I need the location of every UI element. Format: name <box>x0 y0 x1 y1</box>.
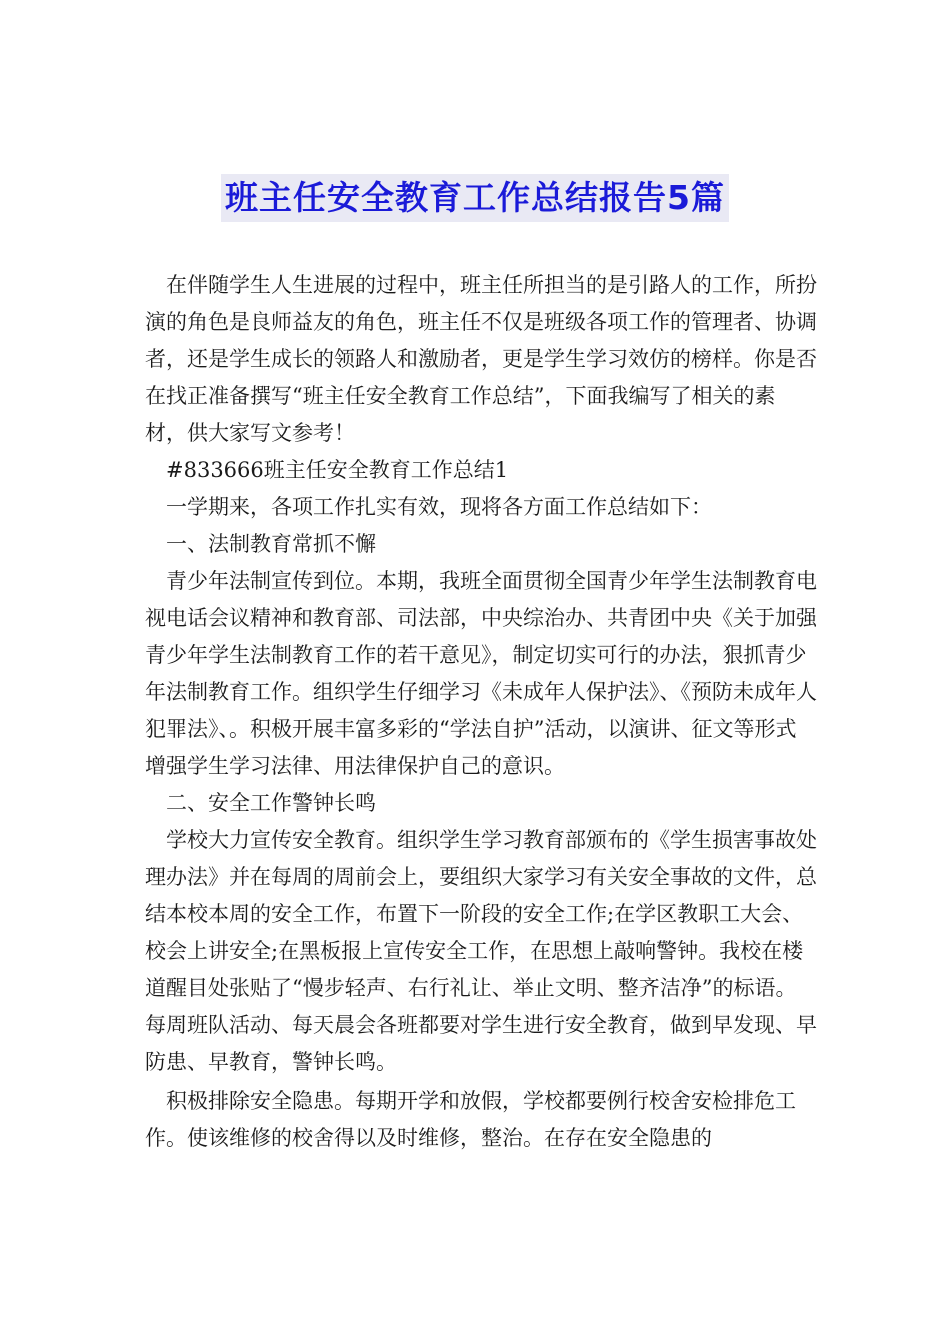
intro-paragraph: 在伴随学生人生进展的过程中，班主任所担当的是引路人的工作，所扮演的角色是良师益友的角色，班主任不仅是班级各项工作的管理者、协调者，还是学生成长的领路人和激励者，更是学生学习效仿的榜样。你是否在找正准备撰写“班主任安全教育工作总结”，下面我编写了相关的素材，供大家写文参考！ <box>145 273 817 445</box>
paragraph-hazard-removal: 积极排除安全隐患。每期开学和放假，学校都要例行校舍安检排危工作。使该维修的校舍得以及时维修，整治。在存在安全隐患的 <box>145 1089 796 1150</box>
subheading-safety-work: 二、安全工作警钟长鸣 <box>166 791 376 815</box>
paragraph-legal-education: 青少年法制宣传到位。本期，我班全面贯彻全国青少年学生法制教育电视电话会议精神和教育部、司法部，中央综治办、共青团中央《关于加强青少年学生法制教育工作的若干意见》，制定切实可行的办法，狠抓青少年法制教育工作。组织学生仔细学习《未成年人保护法》、《预防未成年人犯罪法》、。积极开展丰富多彩的“学法自护”活动，以演讲、征文等形式增强学生学习法律、用法律保护自己的意识。 <box>145 569 817 778</box>
title-container <box>0 174 950 222</box>
subheading-legal-education: 一、法制教育常抓不懈 <box>166 532 376 556</box>
section-heading-1: #833666班主任安全教育工作总结1 <box>166 458 509 482</box>
document-title: 班主任安全教育工作总结报告5篇 <box>221 174 729 222</box>
document-body <box>145 267 817 1157</box>
paragraph-safety-work: 学校大力宣传安全教育。组织学生学习教育部颁布的《学生损害事故处理办法》并在每周的周前会上，要组织大家学习有关安全事故的文件，总结本校本周的安全工作，布置下一阶段的安全工作;在学区教职工大会、校会上讲安全;在黑板报上宣传安全工作，在思想上敲响警钟。我校在楼道醒目处张贴了“慢步轻声、右行礼让、举止文明、整齐洁净”的标语。每周班队活动、每天晨会各班都要对学生进行安全教育，做到早发现、早防患、早教育，警钟长鸣。 <box>145 828 817 1074</box>
summary-intro: 一学期来，各项工作扎实有效，现将各方面工作总结如下： <box>166 495 712 519</box>
